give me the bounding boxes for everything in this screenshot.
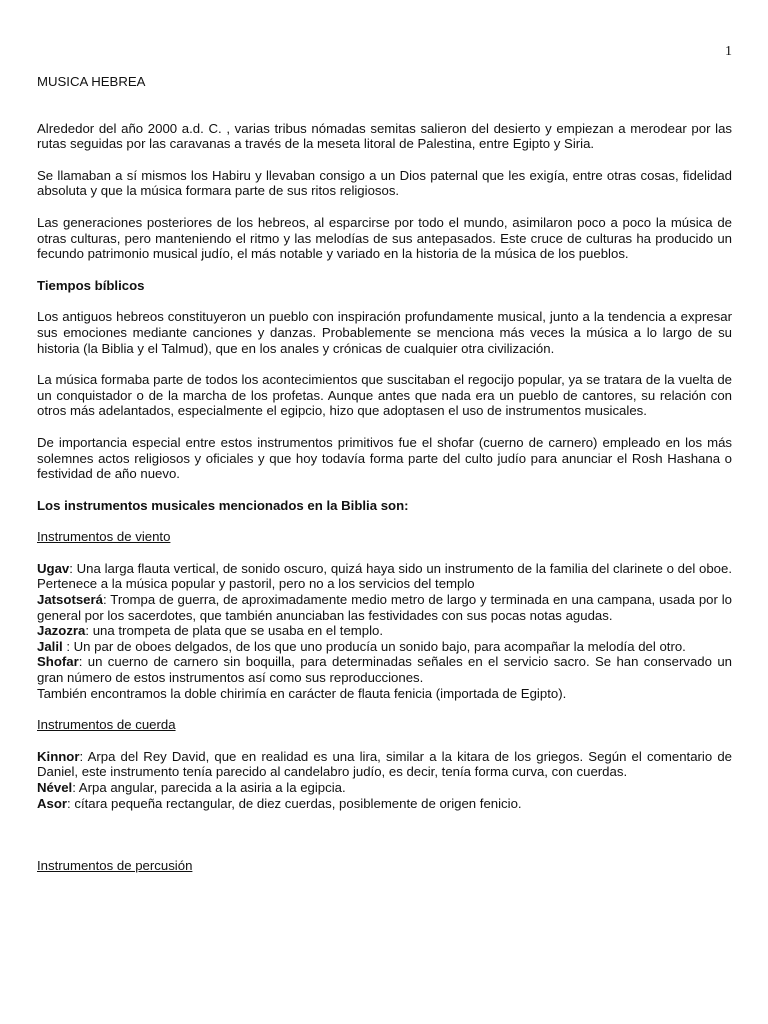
intro-paragraph: Se llamaban a sí mismos los Habiru y llevaban consigo a un Dios paternal que les exigía, entre otras cosas, fidelidad absoluta y que la música formara parte de sus ritos religiosos. xyxy=(37,167,732,199)
instrument-entry xyxy=(37,654,732,685)
instrument-term: Shofar xyxy=(37,654,79,670)
intro-paragraph: Las generaciones posteriores de los hebreos, al esparcirse por todo el mundo, asimilaron poco a poco la música de otras culturas, pero manteniendo el ritmo y las melodías de sus antepasados. Este cruce de culturas ha producido un fecundo patrimonio musical judío, el más notable y variado en la historia de la música de los pueblos. xyxy=(37,214,732,262)
instrument-description: También encontramos la doble chirimía en carácter de flauta fenicia (importada de Egipto). xyxy=(37,685,567,701)
string-instruments-heading: Instrumentos de cuerda xyxy=(37,717,176,733)
instrument-description: : Trompa de guerra, de aproximadamente medio metro de largo y terminada en una campana, usada por lo general por los sacerdotes, que también anunciaban las festividades con sus pocas notas agudas. xyxy=(37,592,732,623)
instrument-entry xyxy=(37,639,732,655)
instrument-entry xyxy=(37,623,732,639)
instrument-term: Jatsotserá xyxy=(37,592,103,608)
wind-instruments-list xyxy=(37,561,732,701)
biblical-paragraph: Los antiguos hebreos constituyeron un pueblo con inspiración profundamente musical, junto a la tendencia a expresar sus emociones mediante canciones y danzas. Probablemente se menciona más veces la música a lo largo de su historia (la Biblia y el Talmud), que en los anales y crónicas de cualquier otra civilización. xyxy=(37,309,732,356)
instrument-description: : Una larga flauta vertical, de sonido oscuro, quizá haya sido un instrumento de la familia del clarinete o del oboe. Pertenece a la música popular y pastoril, pero no a los servicios del templo xyxy=(37,560,732,592)
instrument-entry xyxy=(37,749,732,780)
instrument-description: : Un par de oboes delgados, de los que uno producía un sonido bajo, para acompañar la melodía del otro. xyxy=(62,638,686,654)
wind-instruments-heading: Instrumentos de viento xyxy=(37,529,171,545)
intro-paragraph: Alrededor del año 2000 a.d. C. , varias tribus nómadas semitas salieron del desierto y empiezan a merodear por las rutas seguidas por las caravanas a través de la meseta litoral de Palestina, entre Egipto y Siria. xyxy=(37,120,732,152)
instrument-description: : Arpa angular, parecida a la asiria a la egipcia. xyxy=(72,780,346,795)
section-heading-biblical: Tiempos bíblicos xyxy=(37,277,145,293)
instrument-entry xyxy=(37,592,732,623)
instrument-term: Nével xyxy=(37,780,73,795)
instrument-entry xyxy=(37,780,732,796)
instrument-entry xyxy=(37,561,732,592)
instrument-term: Jalil xyxy=(37,638,63,654)
instrument-entry xyxy=(37,796,732,812)
biblical-paragraph: La música formaba parte de todos los acontecimientos que suscitaban el regocijo popular, ya se tratara de la vuelta de un conquistador o de la marcha de los profetas. Aunque antes que nada era un pueblo de cantores, su relación con otros más adelantados, especialmente el egipcio, hizo que adoptasen el uso de instrumentos musicales. xyxy=(37,372,732,419)
document-title: MUSICA HEBREA xyxy=(37,74,146,89)
instrument-description: : Arpa del Rey David, que en realidad es una lira, similar a la kitara de los griegos. Según el comentario de Daniel, este instrumento tenía parecido al candelabro judío, es decir, tenía forma curva, con cuerdas. xyxy=(37,748,732,780)
percussion-instruments-heading: Instrumentos de percusión xyxy=(37,858,193,874)
page-number: 1 xyxy=(725,44,732,59)
string-instruments-list xyxy=(37,749,732,811)
instrument-description: : cítara pequeña rectangular, de diez cuerdas, posiblemente de origen fenicio. xyxy=(67,795,522,811)
instrument-term: Ugav xyxy=(37,560,70,576)
instrument-description: : un cuerno de carnero sin boquilla, para determinadas señales en el servicio sacro. Se han conservado un gran número de estos instrumentos así como sus reproducciones. xyxy=(37,654,732,686)
instrument-term: Asor xyxy=(37,795,68,811)
document-body xyxy=(37,74,732,890)
biblical-paragraph: De importancia especial entre estos instrumentos primitivos fue el shofar (cuerno de carnero) empleado en los más solemnes actos religiosos y oficiales y que hoy todavía forma parte del culto judío para anunciar el Rosh Hashana o festividad de año nuevo. xyxy=(37,434,732,482)
instrument-term: Kinnor xyxy=(37,748,80,764)
instrument-entry xyxy=(37,686,732,702)
instruments-heading: Los instrumentos musicales mencionados en la Biblia son: xyxy=(37,497,409,513)
instrument-description: : una trompeta de plata que se usaba en el templo. xyxy=(85,623,384,639)
instrument-term: Jazozra xyxy=(37,623,86,639)
